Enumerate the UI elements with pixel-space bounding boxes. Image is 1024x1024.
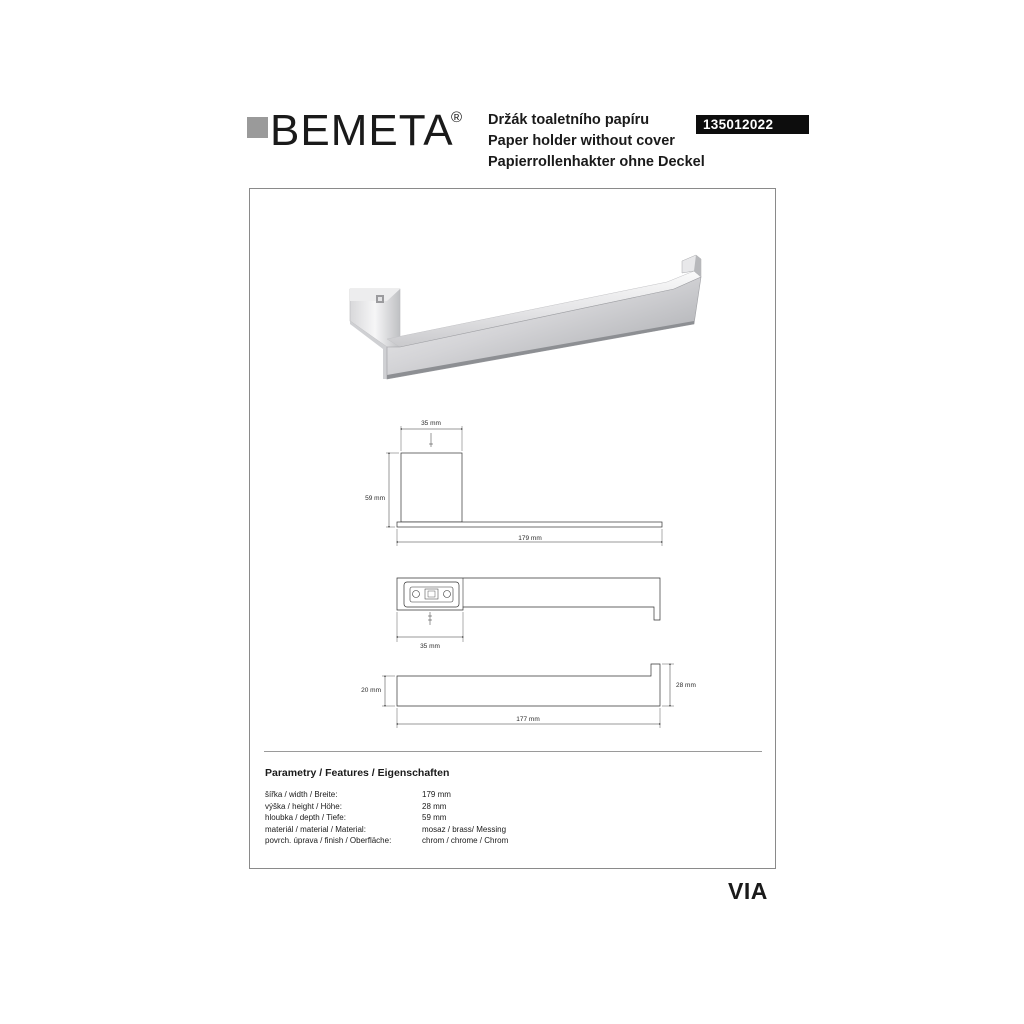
feature-value: mosaz / brass/ Messing [422, 824, 507, 834]
product-titles [488, 110, 705, 173]
dim-side-length: 177 mm [516, 716, 540, 723]
product-code-badge: 135012022 [696, 115, 809, 134]
dim-side-height-right: 28 mm [676, 682, 696, 689]
feature-value: 59 mm [422, 813, 447, 822]
front-view-drawing [397, 578, 660, 642]
dim-top-width: 35 mm [421, 420, 441, 427]
features-divider [264, 751, 762, 752]
top-view-drawing [386, 426, 662, 546]
brand-logo [247, 104, 477, 160]
title-cz: Držák toaletního papíru [488, 112, 650, 128]
product-sheet-frame [249, 188, 776, 869]
dim-side-height-left: 20 mm [361, 687, 381, 694]
feature-label: šířka / width / Breite: [265, 790, 338, 799]
feature-label: materiál / material / Material: [265, 824, 366, 834]
feature-value: 179 mm [422, 790, 451, 799]
feature-label: hloubka / depth / Tiefe: [265, 813, 346, 822]
registered-mark: ® [451, 109, 463, 126]
product-photo [350, 255, 701, 379]
dim-front-width: 35 mm [420, 643, 440, 650]
dim-top-length: 179 mm [518, 535, 542, 542]
feature-value: chrom / chrome / Chrom [422, 836, 509, 845]
dim-top-height: 59 mm [365, 495, 385, 502]
feature-label: povrch. úprava / finish / Oberfläche: [265, 836, 392, 845]
title-de: Papierrollenhakter ohne Deckel [488, 154, 705, 170]
feature-label: výška / height / Höhe: [265, 801, 342, 811]
brand-wordmark: BEMETA [270, 106, 454, 155]
title-en: Paper holder without cover [488, 133, 675, 149]
logo-square-icon [247, 117, 268, 138]
features-title: Parametry / Features / Eigenschaften [265, 767, 450, 779]
technical-drawings [250, 189, 777, 749]
feature-value: 28 mm [422, 801, 447, 811]
series-name: VIA [728, 878, 768, 904]
